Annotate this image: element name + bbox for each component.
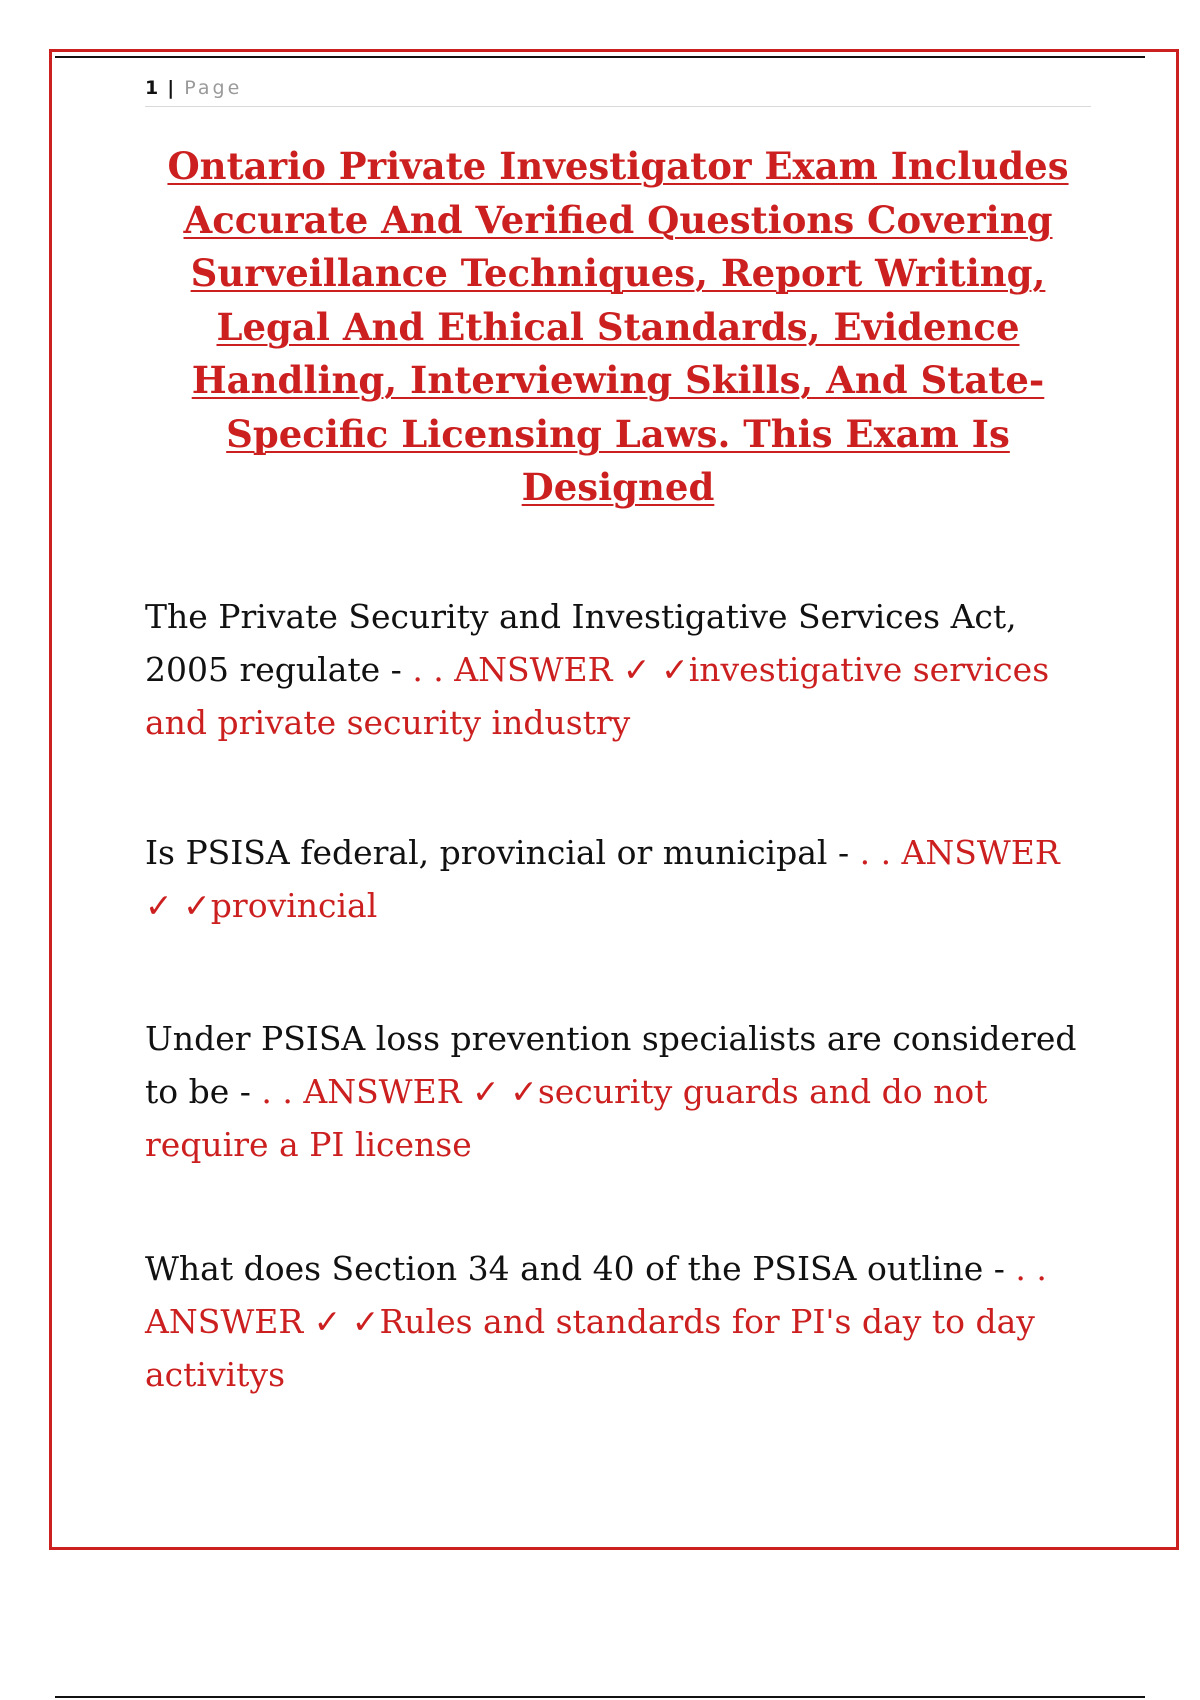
qa-item bbox=[145, 826, 1091, 932]
answer-marker: . . ANSWER ✓ ✓ bbox=[412, 650, 689, 689]
answer-text: provincial bbox=[210, 886, 378, 925]
bottom-page-rule bbox=[55, 1696, 1145, 1698]
answer-marker: . . ANSWER ✓ ✓ bbox=[145, 1249, 1047, 1341]
question-text: What does Section 34 and 40 of the PSISA outline - bbox=[145, 1249, 1016, 1288]
answer-text: security guards and do not require a PI license bbox=[145, 1072, 988, 1164]
answer-text: Rules and standards for PI's day to day activitys bbox=[145, 1302, 1035, 1394]
answer-marker: . . ANSWER ✓ ✓ bbox=[145, 833, 1060, 925]
qa-item bbox=[145, 590, 1091, 749]
question-text: Is PSISA federal, provincial or municipal - bbox=[145, 833, 860, 872]
question-text: Under PSISA loss prevention specialists are considered to be - bbox=[145, 1019, 1077, 1111]
question-text: The Private Security and Investigative Services Act, 2005 regulate - bbox=[145, 597, 1017, 689]
page-label: Page bbox=[184, 77, 243, 99]
answer-marker: . . ANSWER ✓ ✓ bbox=[261, 1072, 538, 1111]
qa-item bbox=[145, 1242, 1091, 1401]
page-number: 1 bbox=[145, 77, 159, 99]
qa-item bbox=[145, 1012, 1091, 1171]
page-separator: | bbox=[167, 77, 175, 99]
document-title: Ontario Private Investigator Exam Includes Accurate And Verified Questions Covering Surveillance Techniques, Report Writing, Legal And Ethical Standards, Evidence Handling, Interviewing Skills, And State-Specific Licensing Laws. This Exam Is Designed bbox=[167, 144, 1069, 509]
answer-text: investigative services and private security industry bbox=[145, 650, 1050, 742]
page-header bbox=[145, 74, 1091, 107]
